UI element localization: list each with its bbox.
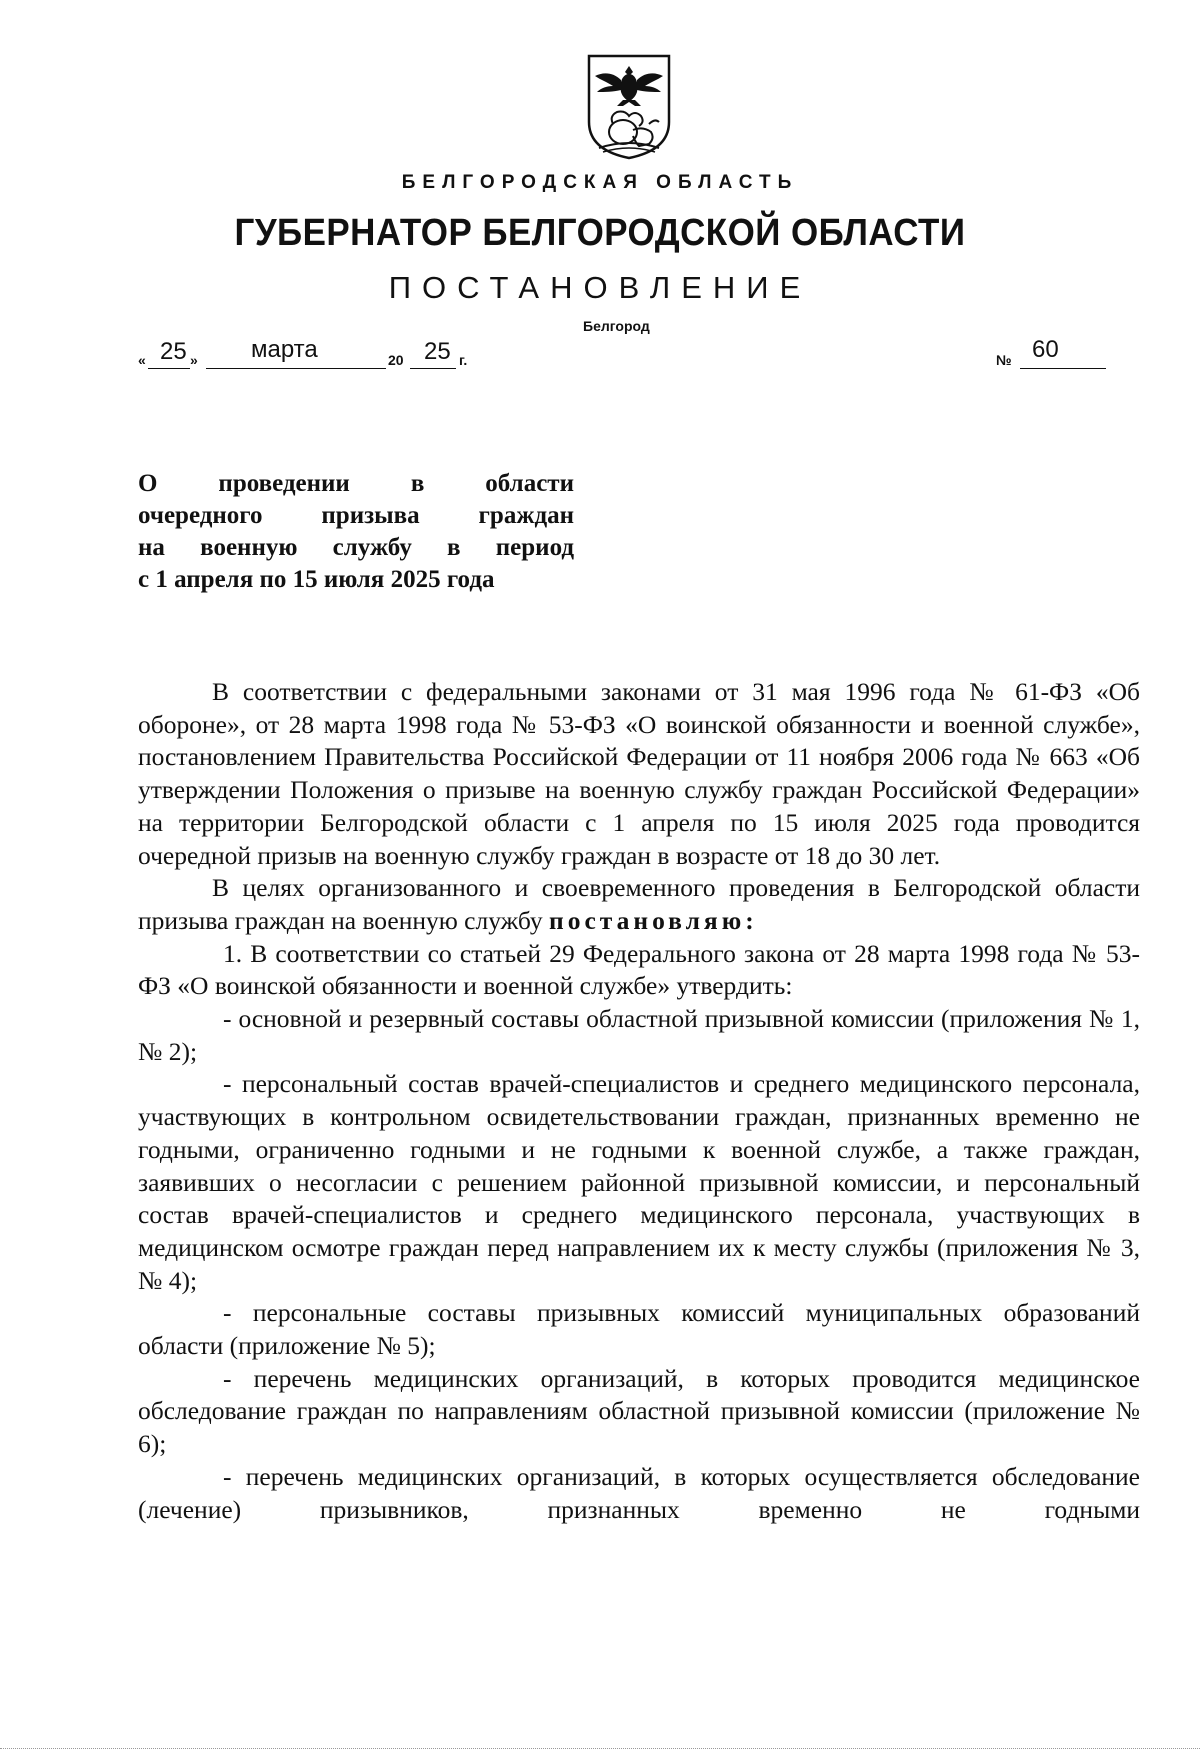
governor-title: ГУБЕРНАТОР БЕЛГОРОДСКОЙ ОБЛАСТИ — [234, 212, 966, 254]
document-type: ПОСТАНОВЛЕНИЕ — [388, 270, 812, 305]
list-item: - персональные составы призывных комиссий муниципальных образований области (приложение № 5); — [138, 1298, 1140, 1361]
date-close-quote: » — [190, 352, 198, 368]
date-day: 25 — [160, 338, 187, 365]
number-label: № — [996, 352, 1012, 368]
city-name: Белгород — [583, 318, 650, 334]
subject-line: О проведении в области — [138, 470, 574, 497]
region-name: БЕЛГОРОДСКАЯ ОБЛАСТЬ — [401, 172, 799, 193]
coat-of-arms-emblem — [583, 52, 675, 162]
document-number: 60 — [1032, 336, 1059, 363]
date-year-prefix: 20 — [388, 352, 404, 368]
paragraph-preamble: В соответствии с федеральными законами от 31 мая 1996 года № 61-ФЗ «Об обороне», от 28 марта 1998 года № 53-ФЗ «О воинской обязанности и военной службе», постановлением Правительства Российской Федерации от 11 ноября 2006 года № 663 «Об утверждении Положения о призыве на военную службу граждан Российской Федерации» на территории Белгородской области с 1 апреля по 15 июля 2025 года проводится очередной призыв на военную службу граждан в возрасте от 18 до 30 лет. — [138, 677, 1140, 870]
document-subject — [138, 468, 574, 596]
subject-line: очередного призыва граждан — [138, 502, 574, 529]
number-underline — [1020, 368, 1106, 369]
paragraph-purpose — [138, 872, 1140, 937]
paragraph-item-1: 1. В соответствии со статьей 29 Федерального закона от 28 марта 1998 года № 53-ФЗ «О воинской обязанности и военной службе» утвердить: — [138, 938, 1140, 1001]
document-body — [138, 676, 1140, 1526]
date-month: марта — [251, 336, 318, 363]
list-item: - перечень медицинских организаций, в которых проводится медицинское обследование граждан по направлениям областной призывной комиссии (приложение № 6); — [138, 1363, 1140, 1459]
resolve-word: постановляю: — [549, 905, 758, 935]
list-item: - основной и резервный составы областной призывной комиссии (приложения № 1, № 2); — [138, 1004, 1140, 1066]
list-item: - перечень медицинских организаций, в которых осуществляется обследование (лечение) призывников, признанных временно не годными — [138, 1461, 1140, 1524]
date-year-suffix: г. — [459, 352, 468, 368]
page-bottom-edge — [0, 1748, 1200, 1749]
date-year: 25 — [424, 338, 451, 365]
subject-line: с 1 апреля по 15 июля 2025 года — [138, 566, 495, 593]
subject-line: на военную службу в период — [138, 534, 574, 561]
month-underline — [206, 368, 386, 369]
year-underline — [410, 368, 456, 369]
date-open-quote: « — [138, 352, 146, 368]
day-underline — [148, 368, 190, 369]
purpose-text: В целях организованного и своевременного проведения в Белгородской области призыва граждан на военную службу — [138, 873, 1140, 935]
list-item: - персональный состав врачей-специалистов и среднего медицинского персонала, участвующих в контрольном освидетельствовании граждан, признанных временно не годными, ограниченно годными и не годными к военной службе, а также граждан, заявивших о несогласии с решением районной призывной комиссии, и персональный состав врачей-специалистов и среднего медицинского персонала, участвующих в медицинском осмотре граждан перед направлением их к месту службы (приложения № 3, № 4); — [138, 1069, 1140, 1295]
